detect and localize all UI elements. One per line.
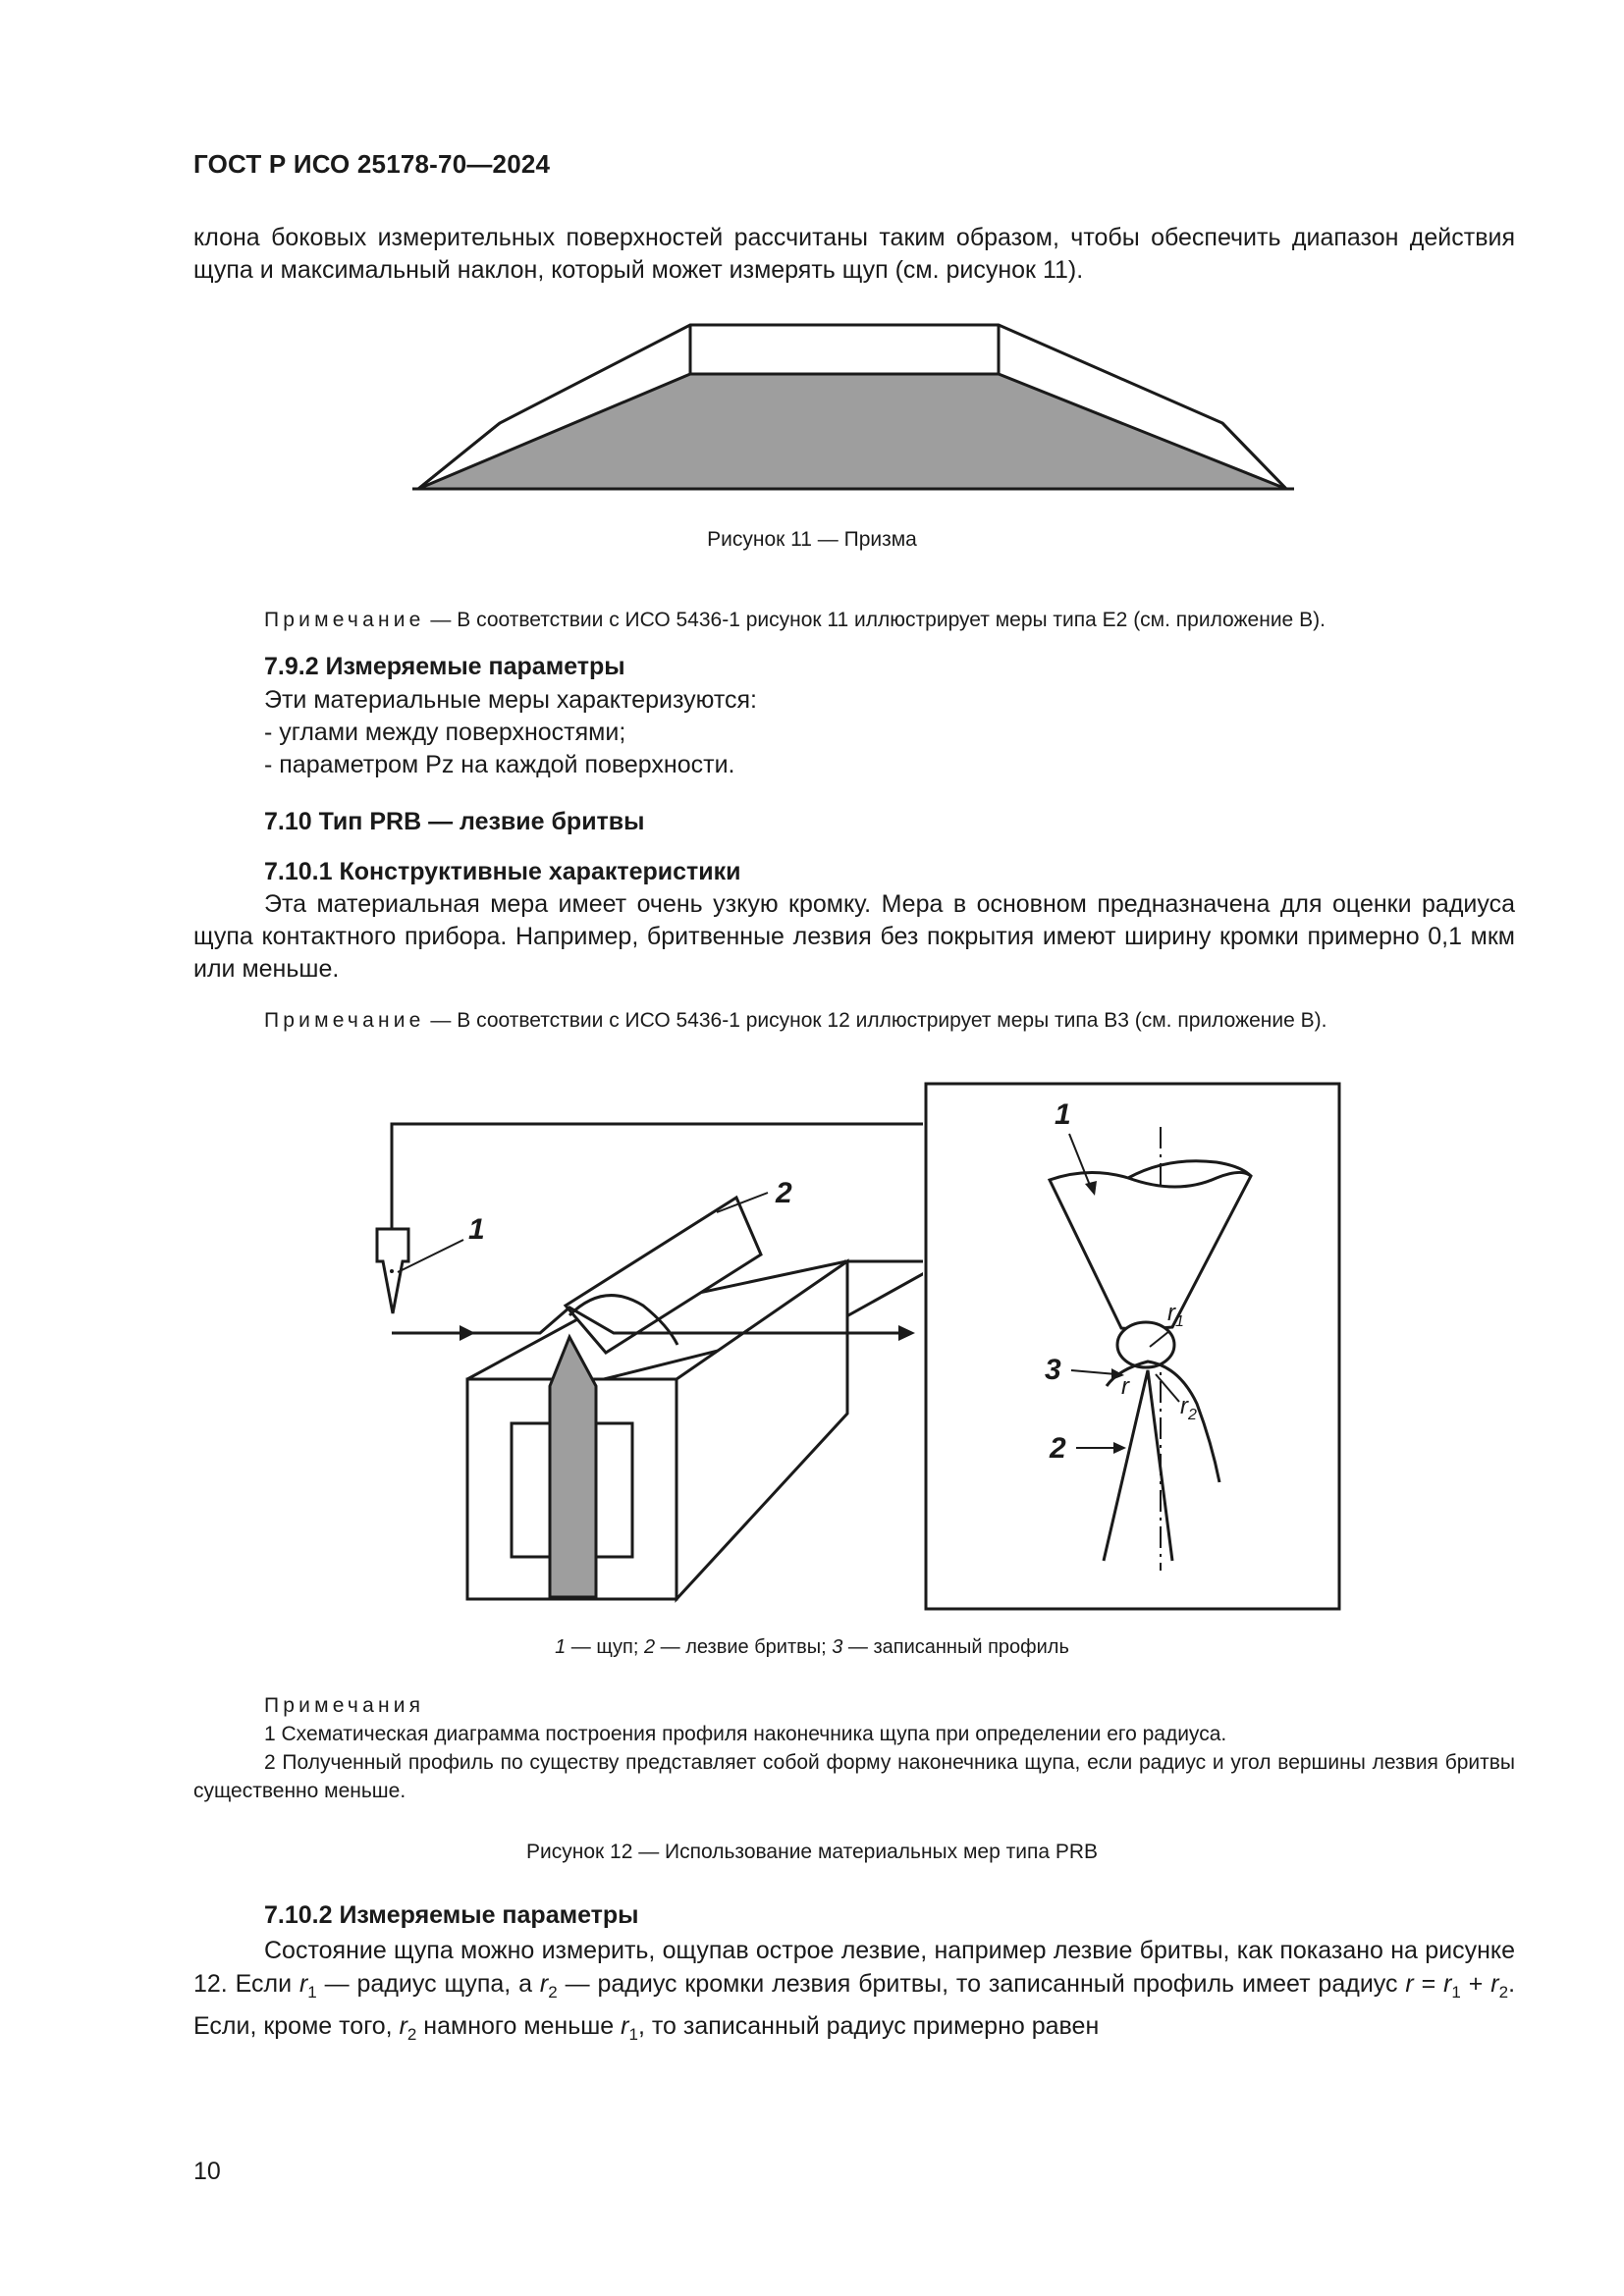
- section-7-10-2-heading: 7.10.2 Измеряемые параметры: [264, 1901, 639, 1929]
- figure-12-left-diagram: [373, 1080, 923, 1620]
- note-2-label: Примечание: [264, 1009, 425, 1032]
- note-1-label: Примечание: [264, 609, 425, 631]
- figure-12-note-1: 1 Схематическая диаграмма построения профиля наконечника щупа при определении его радиуса.: [264, 1723, 1227, 1745]
- legend-text-1: — щуп;: [566, 1636, 644, 1658]
- figure-11-caption: Рисунок 11 — Призма: [707, 528, 917, 551]
- detail-label-2: 2: [1050, 1432, 1066, 1465]
- figure-12-note-2: 2 Полученный профиль по существу представляет собой форму наконечника щупа, если радиус и угол вершины лезвия бритвы существенно меньше.: [193, 1751, 1515, 1802]
- page-number: 10: [193, 2158, 221, 2185]
- figure-12-notes-label: Примечания: [264, 1694, 425, 1717]
- razor-blade: [550, 1337, 596, 1597]
- note-1-text: — В соответствии с ИСО 5436-1 рисунок 11 иллюстрирует меры типа Е2 (см. приложение В).: [430, 609, 1326, 631]
- note-2: [264, 1006, 1326, 1035]
- figure-12-legend: [0, 1633, 1624, 1662]
- legend-text-2: — лезвие бритвы;: [655, 1636, 833, 1658]
- stylus-dot: [390, 1269, 394, 1273]
- note-2-text: — В соответствии с ИСО 5436-1 рисунок 12 иллюстрирует меры типа В3 (см. приложение В).: [430, 1009, 1327, 1032]
- label-1: 1: [468, 1213, 485, 1246]
- section-7-10-heading: 7.10 Тип PRB — лезвие бритвы: [264, 808, 645, 835]
- arrow-head-2: [898, 1325, 915, 1341]
- legend-num-2: 2: [643, 1636, 656, 1658]
- intro-paragraph: клона боковых измерительных поверхностей рассчитаны таким образом, чтобы обеспечить диапазон действия щупа и максимальный наклон, который может измерять щуп (см. рисунок 11).: [193, 224, 1515, 284]
- detail-label-r1: $r_1$: [1167, 1300, 1184, 1330]
- section-7-10-1-paragraph: Эта материальная мера имеет очень узкую кромку. Мера в основном предназначена для оценки радиуса щупа контактного прибора. Например, бритвенные лезвия без покрытия имеют ширину кромки примерно 0,1 мкм или меньше.: [193, 890, 1515, 983]
- detail-label-r: r: [1121, 1373, 1129, 1400]
- document-header: ГОСТ Р ИСО 25178-70—2024: [193, 149, 551, 179]
- section-7-9-2-item-1: - углами между поверхностями;: [264, 719, 626, 746]
- legend-text-3: — записанный профиль: [842, 1636, 1069, 1658]
- section-7-9-2-line: Эти материальные меры характеризуются:: [264, 686, 757, 714]
- figure-12-detail-box: [922, 1080, 1344, 1615]
- label-2-left: 2: [776, 1177, 792, 1209]
- detail-label-r2: $r_2$: [1180, 1393, 1197, 1423]
- detail-label-3: 3: [1045, 1354, 1061, 1386]
- section-7-10-2-paragraph: Состояние щупа можно измерить, ощупав острое лезвие, например лезвие бритвы, как показано на рисунке 12. Если $r_1$ — радиус щупа, а $r_2$ — радиус кромки лезвия бритвы, то записанный профиль имеет радиус $r = r_1 + r_2$. Если, кроме того, $r_2$ намного меньше $r_1$, то записанный радиус примерно равен: [193, 1937, 1516, 2044]
- section-7-9-2-heading: 7.9.2 Измеряемые параметры: [264, 653, 625, 680]
- note-1: [264, 606, 1326, 634]
- legend-num-3: 3: [832, 1636, 843, 1658]
- figure-11-prism: [412, 319, 1296, 496]
- section-7-10-1-heading: 7.10.1 Конструктивные характеристики: [264, 858, 741, 885]
- legend-num-1: 1: [555, 1636, 567, 1658]
- section-7-9-2-item-2: - параметром Pz на каждой поверхности.: [264, 751, 735, 778]
- figure-12-caption: Рисунок 12 — Использование материальных мер типа PRB: [525, 1841, 1099, 1863]
- arrow-head-1: [460, 1325, 475, 1341]
- detail-label-1: 1: [1055, 1098, 1071, 1131]
